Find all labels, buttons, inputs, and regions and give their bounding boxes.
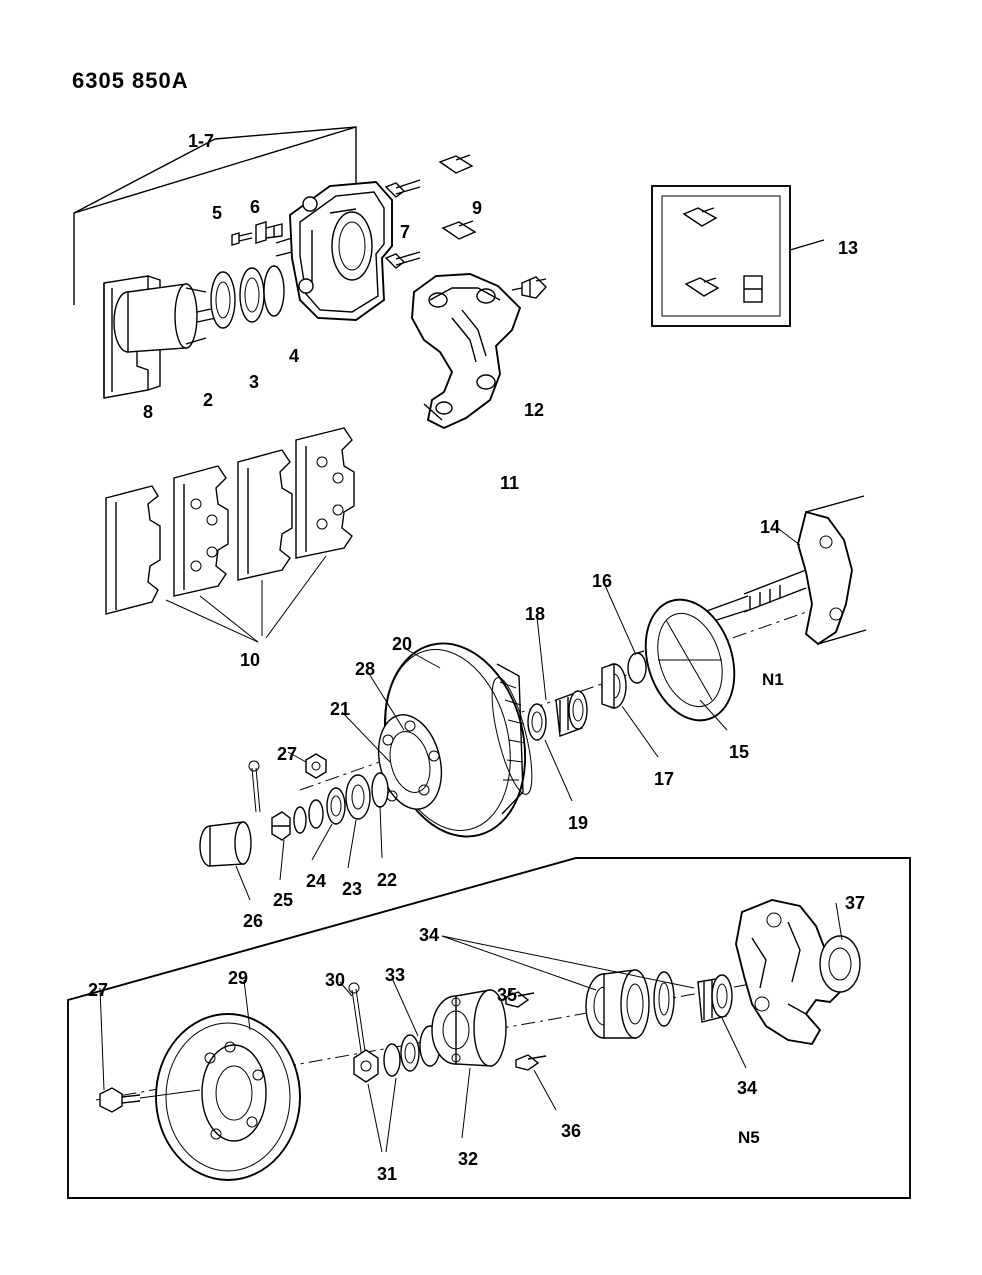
callout-17: 17 [654,769,675,789]
callout-25: 25 [273,890,294,910]
callout-20: 20 [392,634,413,654]
callout-14: 14 [760,517,781,537]
callout-6: 6 [250,197,261,217]
callout-26: 26 [243,911,264,931]
callout-21: 21 [330,699,351,719]
callout-24: 24 [306,871,327,891]
callout-33: 33 [385,965,406,985]
callout-3: 3 [249,372,260,392]
callout-12: 12 [524,400,545,420]
page-title: 6305 850A [72,68,189,93]
callout-13: 13 [838,238,859,258]
callout-1-7: 1-7 [188,131,215,151]
callout-34-lower: 34 [737,1078,758,1098]
callout-18: 18 [525,604,546,624]
callout-19: 19 [568,813,589,833]
callout-11: 11 [500,473,520,493]
callout-16: 16 [592,571,613,591]
callout-32: 32 [458,1149,479,1169]
callout-31: 31 [377,1164,398,1184]
callout-27-top: 27 [277,744,298,764]
callout-35: 35 [497,985,518,1005]
callout-22: 22 [377,870,398,890]
view-tag-n5: N5 [738,1128,760,1147]
callout-34-upper: 34 [419,925,440,945]
callout-30: 30 [325,970,346,990]
view-tag-n1: N1 [762,670,784,689]
callout-15: 15 [729,742,750,762]
callout-29: 29 [228,968,249,988]
callout-28: 28 [355,659,376,679]
callout-5: 5 [212,203,223,223]
callout-36: 36 [561,1121,582,1141]
callout-23: 23 [342,879,363,899]
callout-10: 10 [240,650,261,670]
callout-2: 2 [203,390,214,410]
callout-8: 8 [143,402,154,422]
callout-27-bottom: 27 [88,980,109,1000]
callout-4: 4 [289,346,300,366]
callout-37: 37 [845,893,866,913]
callout-7: 7 [400,222,411,242]
callout-9: 9 [472,198,483,218]
